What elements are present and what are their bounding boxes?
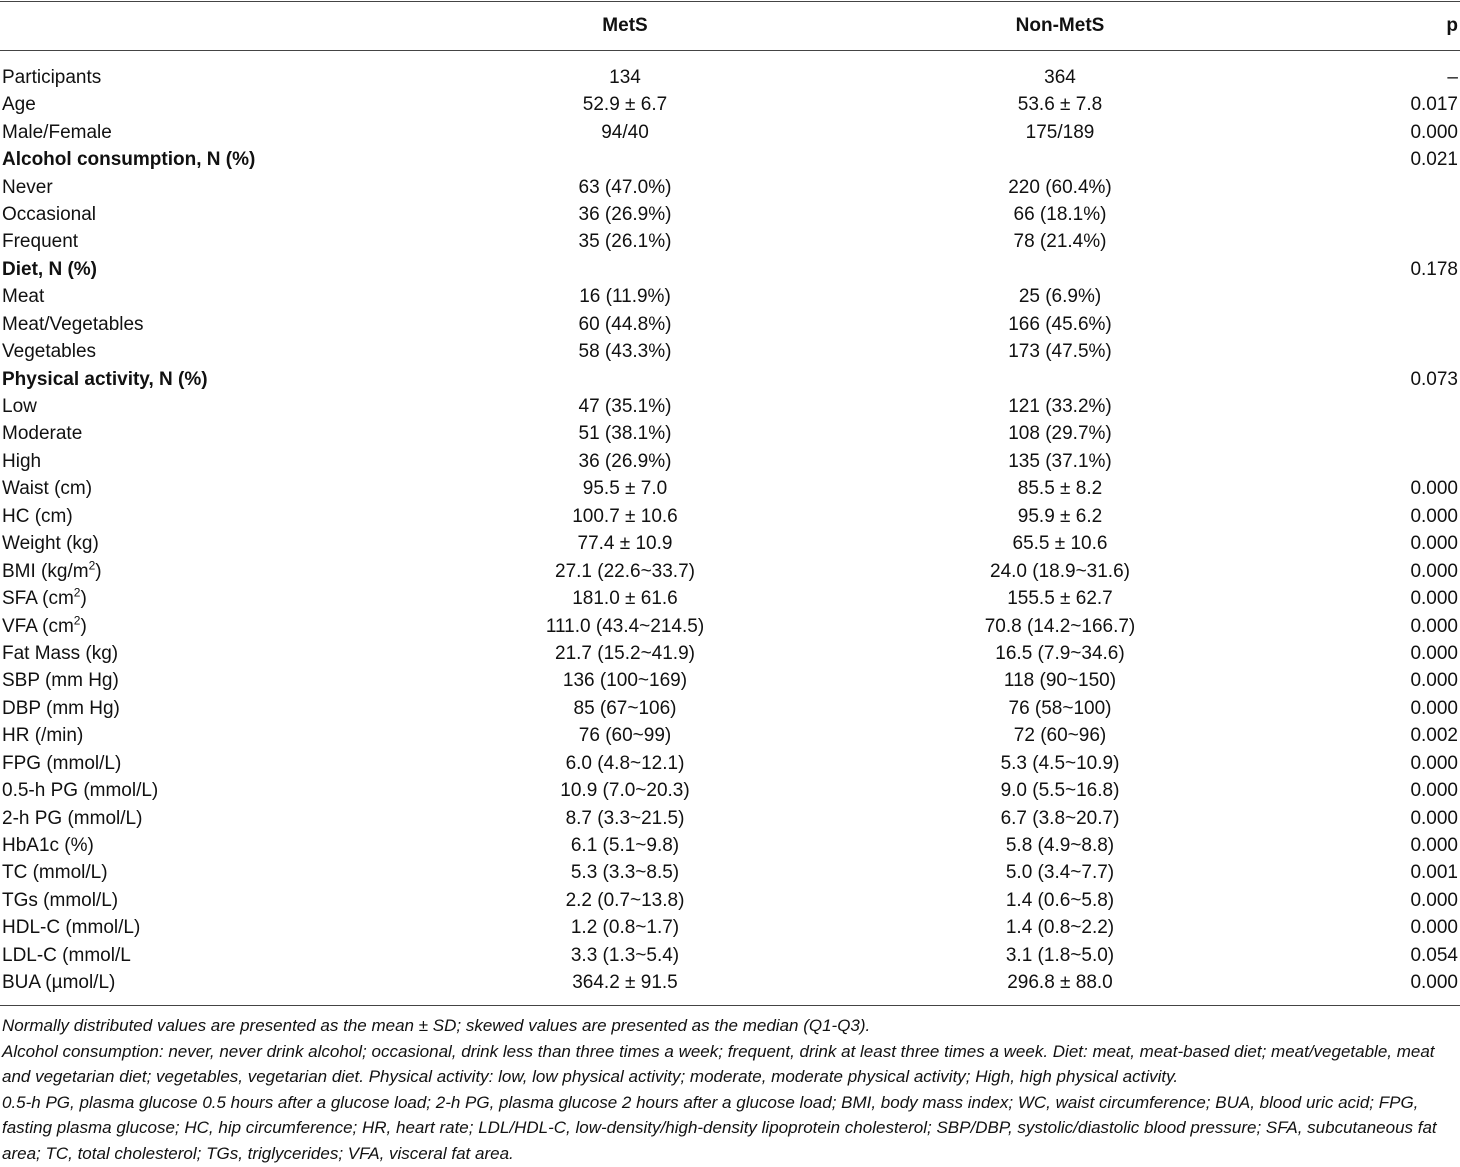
row-label: Waist (cm) bbox=[2, 478, 93, 500]
non-mets-value: 25 (6.9%) bbox=[1018, 286, 1102, 308]
table-row bbox=[0, 338, 1460, 365]
mets-value: 6.0 (4.8~12.1) bbox=[565, 752, 685, 774]
table-row bbox=[0, 503, 1460, 530]
table-row bbox=[0, 750, 1460, 777]
p-value: 0.073 bbox=[1410, 368, 1458, 390]
mets-value: 16 (11.9%) bbox=[579, 286, 671, 308]
table-row bbox=[0, 228, 1460, 255]
table-footnotes bbox=[2, 1013, 1458, 1166]
mets-value: 51 (38.1%) bbox=[578, 423, 672, 445]
mets-value: 6.1 (5.1~9.8) bbox=[570, 835, 680, 857]
non-mets-value: 155.5 ± 62.7 bbox=[1007, 588, 1113, 610]
bottom-rule bbox=[0, 1005, 1460, 1006]
header-p: p bbox=[1446, 14, 1458, 36]
mets-value: 27.1 (22.6~33.7) bbox=[555, 560, 695, 582]
non-mets-value: 175/189 bbox=[1025, 121, 1095, 143]
row-label: DBP (mm Hg) bbox=[2, 697, 120, 719]
non-mets-value: 5.8 (4.9~8.8) bbox=[1005, 835, 1115, 857]
p-value: 0.000 bbox=[1410, 917, 1458, 939]
table-row bbox=[0, 804, 1460, 831]
mets-value: 111.0 (43.4~214.5) bbox=[545, 615, 705, 637]
non-mets-value bbox=[825, 365, 1295, 392]
p-value bbox=[1295, 173, 1460, 200]
p-value: 0.000 bbox=[1410, 752, 1458, 774]
table-body bbox=[0, 51, 1460, 996]
p-value bbox=[1295, 311, 1460, 338]
non-mets-value: 296.8 ± 88.0 bbox=[1007, 972, 1113, 994]
non-mets-value: 166 (45.6%) bbox=[1008, 313, 1112, 335]
p-value: 0.178 bbox=[1410, 258, 1458, 280]
row-label: BMI $(kg/m^2)$ bbox=[2, 558, 102, 582]
mets-value: 181.0 ± 61.6 bbox=[572, 588, 678, 610]
row-label: Alcohol consumption, N (%) bbox=[2, 149, 256, 171]
table-row bbox=[0, 173, 1460, 200]
header-mets: MetS bbox=[602, 14, 648, 36]
non-mets-value: 118 (90~150) bbox=[1003, 670, 1117, 692]
p-value: 0.000 bbox=[1410, 889, 1458, 911]
table-row bbox=[0, 201, 1460, 228]
row-label: Age bbox=[2, 94, 36, 116]
table-header bbox=[0, 0, 1460, 51]
mets-value: 60 (44.8%) bbox=[578, 313, 672, 335]
row-label: HbA1c (%) bbox=[2, 835, 94, 857]
row-label: Never bbox=[2, 176, 53, 198]
table-row bbox=[0, 942, 1460, 969]
table-row bbox=[0, 420, 1460, 447]
non-mets-value: 76 (58~100) bbox=[1008, 697, 1112, 719]
row-label: SFA $(cm^2)$ bbox=[2, 585, 87, 610]
mets-value: 63 (47.0%) bbox=[578, 176, 672, 198]
mets-value: 10.9 (7.0~20.3) bbox=[560, 780, 690, 802]
row-label: 2-h PG (mmol/L) bbox=[2, 807, 143, 829]
table-row bbox=[0, 777, 1460, 804]
header-non-mets: Non-MetS bbox=[1015, 14, 1105, 36]
non-mets-value: 3.1 (1.8~5.0) bbox=[1005, 944, 1115, 966]
non-mets-value: 1.4 (0.6~5.8) bbox=[1005, 889, 1115, 911]
mets-value bbox=[425, 256, 825, 283]
p-value: 0.000 bbox=[1410, 478, 1458, 500]
table-row bbox=[0, 585, 1460, 612]
mets-value: 35 (26.1%) bbox=[578, 231, 672, 253]
mets-value: 52.9 ± 6.7 bbox=[582, 94, 668, 116]
row-label: HC (cm) bbox=[2, 505, 73, 527]
row-label: SBP (mm Hg) bbox=[2, 670, 119, 692]
header-label bbox=[0, 0, 425, 51]
table-row bbox=[0, 146, 1460, 173]
non-mets-value: 95.9 ± 6.2 bbox=[1017, 505, 1103, 527]
table-row bbox=[0, 612, 1460, 639]
non-mets-value bbox=[825, 256, 1295, 283]
mets-value: 5.3 (3.3~8.5) bbox=[570, 862, 680, 884]
p-value: 0.000 bbox=[1410, 835, 1458, 857]
non-mets-value: 220 (60.4%) bbox=[1008, 176, 1112, 198]
row-label: Physical activity, N (%) bbox=[2, 368, 208, 390]
row-label: Male/Female bbox=[2, 121, 112, 143]
p-value: 0.000 bbox=[1410, 588, 1458, 610]
p-value: 0.000 bbox=[1410, 807, 1458, 829]
non-mets-value: 364 bbox=[1044, 67, 1076, 88]
p-value: 0.000 bbox=[1410, 780, 1458, 802]
p-value: 0.000 bbox=[1410, 505, 1458, 527]
mets-value: 36 (26.9%) bbox=[578, 450, 672, 472]
non-mets-value: 5.0 (3.4~7.7) bbox=[1005, 862, 1115, 884]
p-value bbox=[1295, 283, 1460, 310]
footnote: Alcohol consumption: never, never drink alcohol; occasional, drink less than three times a week; frequent, drink at least three times a week. Diet: meat, meat-based diet; meat/vegetable, meat and vegetarian diet; vegetables, vegetarian diet. Physical activity: low, low physical activity; moderate, moderate physical activity; High, high physical activity. bbox=[2, 1041, 1435, 1086]
table-row bbox=[0, 695, 1460, 722]
p-value bbox=[1295, 448, 1460, 475]
table-row bbox=[0, 118, 1460, 145]
p-value: 0.054 bbox=[1410, 944, 1458, 966]
p-value: 0.000 bbox=[1410, 642, 1458, 664]
non-mets-value: 121 (33.2%) bbox=[1008, 396, 1112, 418]
table-row bbox=[0, 722, 1460, 749]
non-mets-value: 173 (47.5%) bbox=[1008, 341, 1112, 363]
non-mets-value: 65.5 ± 10.6 bbox=[1012, 533, 1108, 555]
non-mets-value: 53.6 ± 7.8 bbox=[1017, 94, 1103, 116]
row-label: TGs (mmol/L) bbox=[2, 889, 119, 911]
p-value: 0.000 bbox=[1410, 560, 1458, 582]
row-label: HDL-C (mmol/L) bbox=[2, 917, 141, 939]
table-row bbox=[0, 91, 1460, 118]
non-mets-value: 6.7 (3.8~20.7) bbox=[1000, 807, 1120, 829]
table-row bbox=[0, 530, 1460, 557]
table-row bbox=[0, 640, 1460, 667]
non-mets-value: 78 (21.4%) bbox=[1013, 231, 1107, 253]
p-value: 0.000 bbox=[1410, 533, 1458, 555]
p-value: – bbox=[1447, 67, 1458, 88]
mets-value: 364.2 ± 91.5 bbox=[572, 972, 678, 994]
row-label: High bbox=[2, 450, 42, 472]
mets-value: 2.2 (0.7~13.8) bbox=[565, 889, 685, 911]
mets-value: 95.5 ± 7.0 bbox=[582, 478, 668, 500]
p-value: 0.002 bbox=[1410, 725, 1458, 747]
non-mets-value: 108 (29.7%) bbox=[1008, 423, 1112, 445]
row-label: Vegetables bbox=[2, 341, 97, 363]
non-mets-value: 72 (60~96) bbox=[1013, 725, 1107, 747]
non-mets-value: 70.8 (14.2~166.7) bbox=[984, 615, 1136, 637]
mets-value bbox=[425, 146, 825, 173]
mets-value: 47 (35.1%) bbox=[578, 396, 672, 418]
mets-value: 100.7 ± 10.6 bbox=[572, 505, 678, 527]
non-mets-value: 16.5 (7.9~34.6) bbox=[995, 642, 1125, 664]
footnote: Normally distributed values are presented as the mean ± SD; skewed values are presented as the median (Q1-Q3). bbox=[2, 1016, 871, 1035]
row-label: HR (/min) bbox=[2, 725, 84, 747]
non-mets-value: 1.4 (0.8~2.2) bbox=[1005, 917, 1115, 939]
table-row bbox=[0, 311, 1460, 338]
table-row bbox=[0, 969, 1460, 996]
table-row bbox=[0, 256, 1460, 283]
non-mets-value: 135 (37.1%) bbox=[1008, 450, 1112, 472]
mets-value: 21.7 (15.2~41.9) bbox=[555, 642, 695, 664]
header-row bbox=[0, 0, 1460, 51]
p-value bbox=[1295, 201, 1460, 228]
table-row bbox=[0, 887, 1460, 914]
p-value: 0.000 bbox=[1410, 615, 1458, 637]
p-value: 0.000 bbox=[1410, 697, 1458, 719]
p-value bbox=[1295, 228, 1460, 255]
mets-value: 134 bbox=[609, 67, 641, 88]
row-label: FPG (mmol/L) bbox=[2, 752, 122, 774]
mets-value: 136 (100~169) bbox=[562, 670, 688, 692]
row-label: Fat Mass (kg) bbox=[2, 642, 119, 664]
non-mets-value: 5.3 (4.5~10.9) bbox=[1000, 752, 1120, 774]
p-value: 0.000 bbox=[1410, 670, 1458, 692]
table-row bbox=[0, 283, 1460, 310]
mets-value: 77.4 ± 10.9 bbox=[577, 533, 673, 555]
mets-value bbox=[425, 365, 825, 392]
row-label: LDL-C (mmol/L bbox=[2, 944, 131, 966]
row-label: BUA (µmol/L) bbox=[2, 972, 116, 994]
mets-value: 8.7 (3.3~21.5) bbox=[565, 807, 685, 829]
mets-value: 3.3 (1.3~5.4) bbox=[570, 944, 680, 966]
p-value: 0.021 bbox=[1410, 149, 1458, 171]
row-label: 0.5-h PG (mmol/L) bbox=[2, 780, 159, 802]
mets-value: 94/40 bbox=[601, 121, 649, 143]
table-row bbox=[0, 448, 1460, 475]
p-value: 0.000 bbox=[1410, 121, 1458, 143]
mets-value: 1.2 (0.8~1.7) bbox=[570, 917, 680, 939]
table-row bbox=[0, 365, 1460, 392]
table-row bbox=[0, 667, 1460, 694]
row-label: Meat bbox=[2, 286, 45, 308]
mets-value: 36 (26.9%) bbox=[578, 203, 672, 225]
footnote: 0.5-h PG, plasma glucose 0.5 hours after a glucose load; 2-h PG, plasma glucose 2 hours after a glucose load; BMI, body mass index; WC, waist circumference; BUA, blood uric acid; FPG, fasting plasma glucose; HC, hip circumference; HR, heart rate; LDL/HDL-C, low-density/high-density lipoprotein cholesterol; SBP/DBP, systolic/diastolic blood pressure; SFA, subcutaneous fat area; TC, total cholesterol; TGs, triglycerides; VFA, visceral fat area. bbox=[2, 1092, 1437, 1163]
row-label: Frequent bbox=[2, 231, 79, 253]
non-mets-value: 85.5 ± 8.2 bbox=[1017, 478, 1103, 500]
p-value bbox=[1295, 393, 1460, 420]
row-label: Occasional bbox=[2, 203, 96, 225]
row-label: TC (mmol/L) bbox=[2, 862, 108, 884]
p-value bbox=[1295, 420, 1460, 447]
non-mets-value: 24.0 (18.9~31.6) bbox=[990, 560, 1130, 582]
p-value: 0.001 bbox=[1410, 862, 1458, 884]
non-mets-value: 9.0 (5.5~16.8) bbox=[1000, 780, 1120, 802]
row-label: Meat/Vegetables bbox=[2, 313, 144, 335]
table-row bbox=[0, 557, 1460, 584]
non-mets-value bbox=[825, 146, 1295, 173]
row-label: Participants bbox=[2, 67, 102, 88]
row-label: Weight (kg) bbox=[2, 533, 99, 555]
row-label: Moderate bbox=[2, 423, 83, 445]
table-row bbox=[0, 832, 1460, 859]
p-value: 0.000 bbox=[1410, 972, 1458, 994]
p-value: 0.017 bbox=[1410, 94, 1458, 116]
mets-value: 85 (67~106) bbox=[573, 697, 677, 719]
table-row bbox=[0, 914, 1460, 941]
table-row bbox=[0, 475, 1460, 502]
mets-value: 76 (60~99) bbox=[578, 725, 672, 747]
non-mets-value: 66 (18.1%) bbox=[1013, 203, 1107, 225]
table-row bbox=[0, 859, 1460, 886]
p-value bbox=[1295, 338, 1460, 365]
table-row bbox=[0, 393, 1460, 420]
table-row bbox=[0, 51, 1460, 91]
mets-value: 58 (43.3%) bbox=[578, 341, 672, 363]
row-label: VFA $(cm^2)$ bbox=[2, 613, 87, 637]
row-label: Low bbox=[2, 396, 37, 418]
row-label: Diet, N (%) bbox=[2, 258, 97, 280]
